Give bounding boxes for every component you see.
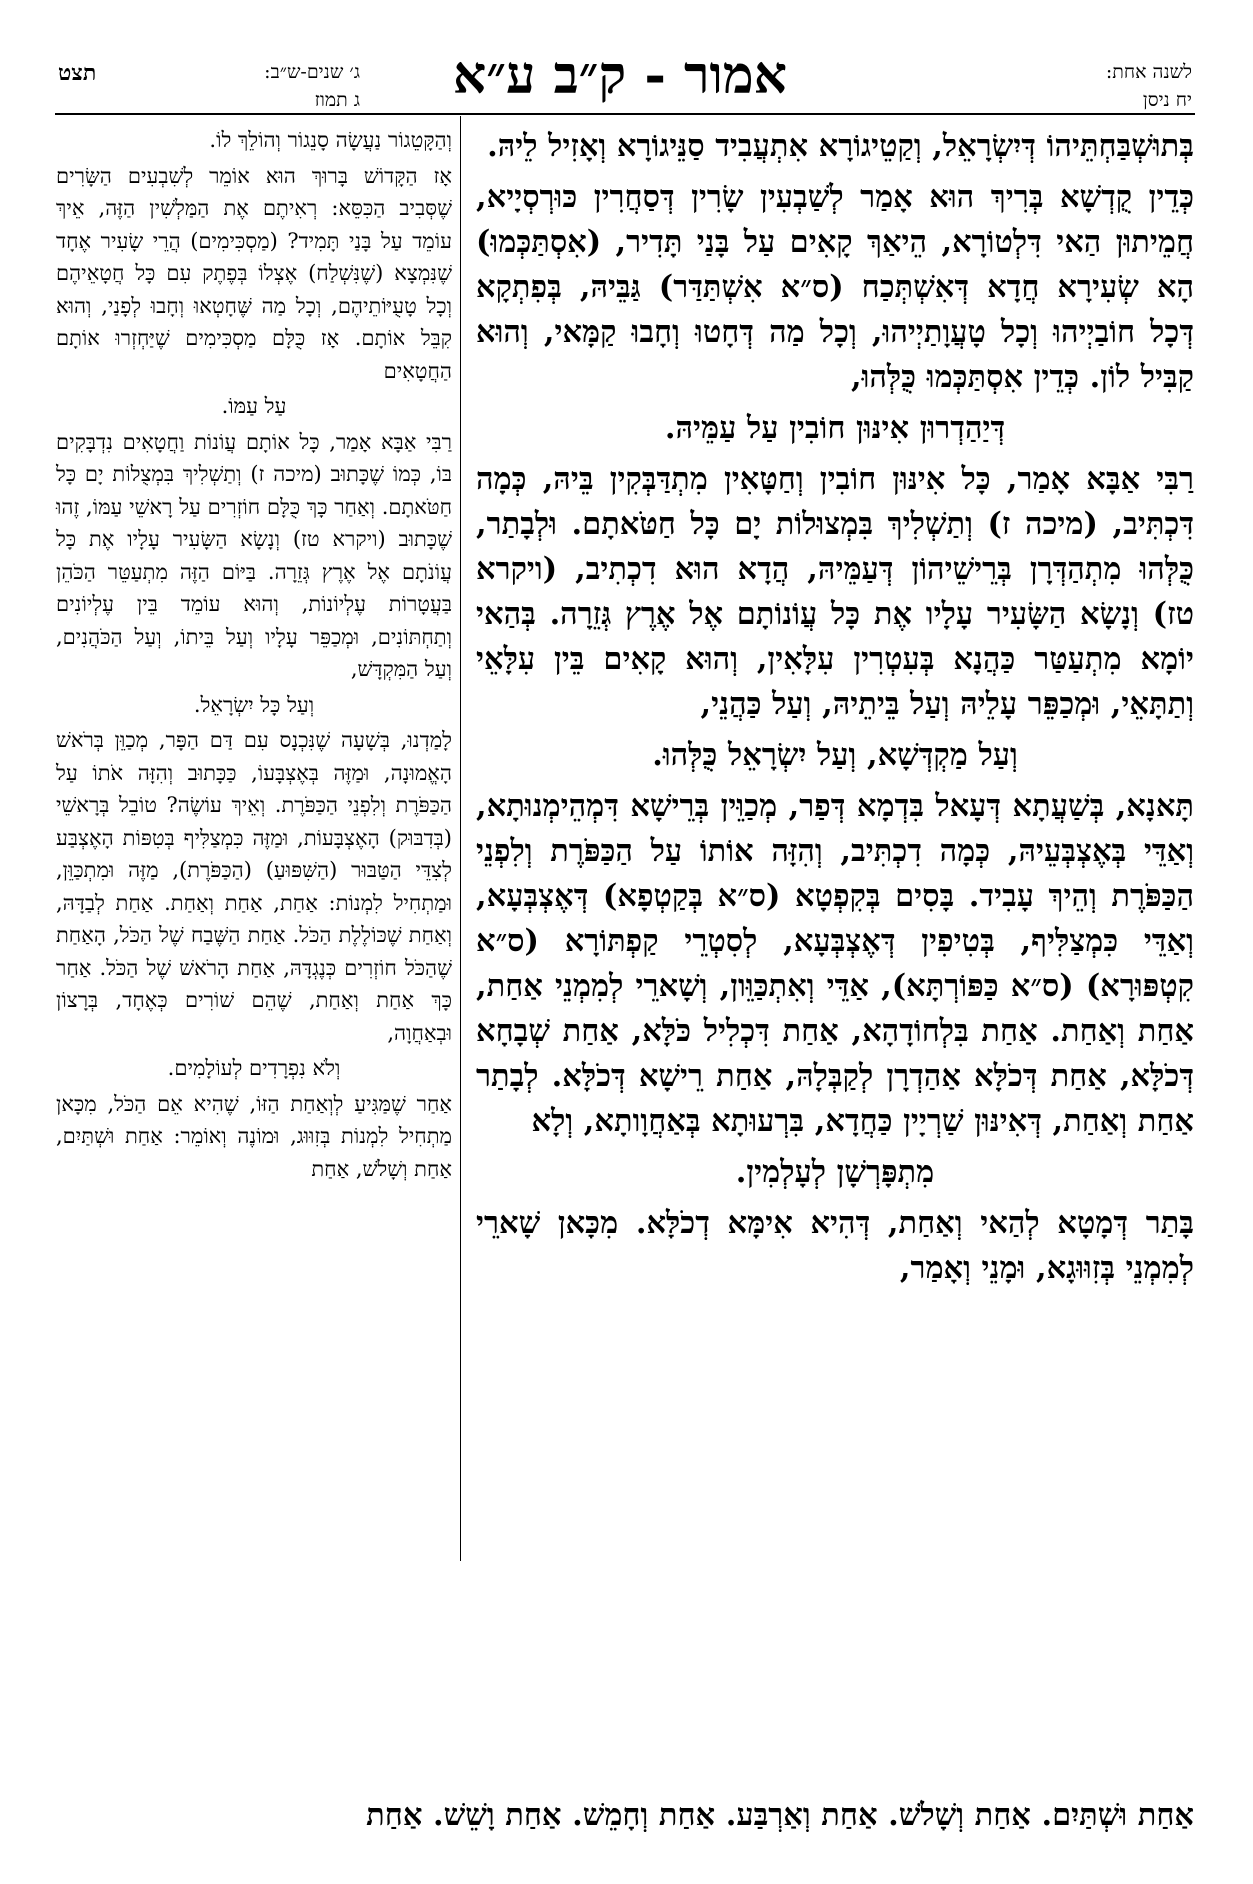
schedule-one-year-date: יח ניסן: [1142, 89, 1192, 111]
commentary-paragraph-2-end: עַל עַמּוֹ.: [221, 394, 287, 418]
commentary-column: [56, 124, 452, 1188]
page-number: תצט: [58, 60, 97, 86]
schedule-three-years-date: ג תמוז: [314, 89, 360, 111]
main-text-column: [476, 124, 1194, 1297]
main-paragraph-3: רַבִּי אַבָּא אָמַר, כָּל אִינּוּן חוֹבִין וְחַטָּאִין מִתְדַּבְּקִין בֵּיהּ, כְּמָה דִּכְתִּיב, (מיכה ז) וְתַשְׁלִיךְ בִּמְצוּלוֹת יָם כָּל חַטֹּאתָם. וּלְבָתַר, כֻּלְּהוּ מִתְהַדְּרָן בְּרֵישֵׁיהוֹן דְּעַמֵּיהּ, הֲדָא הוּא דִכְתִיב, (ויקרא טז) וְנָשָׂא הַשָּׂעִיר עָלָיו אֶת כָּל עֲוֹנוֹתָם אֶל אֶרֶץ גְּזֵרָה. בְּהַאי יוֹמָא מִתְעַטַּר כַּהֲנָא בְּעִטְרִין עִלָּאִין, וְהוּא קָאִים בֵּין עִלָּאֵי וְתַתָּאֵי, וּמְכַפֵּר עָלֵיהּ וְעַל בֵּיתֵיהּ, וְעַל כַּהֲנֵי,: [476, 461, 1194, 722]
commentary-paragraph-3-end: וְעַל כָּל יִשְׂרָאֵל.: [193, 692, 315, 717]
main-paragraph-5: בָּתַר דְּמָטָא לְהַאי וְאַחַת, דְּהִיא אִימָּא דְכֹלָּא. מִכָּאן שָׁארֵי לְמִמְנֵי בְּזִוּוּגָא, וּמָנֵי וְאָמַר,: [476, 1205, 1194, 1286]
main-paragraph-2: כְּדֵין קֻדְשָׁא בְּרִיךְ הוּא אָמַר לְשַׁבְעִין שָׂרִין דְּסַחֲרִין כּוּרְסְיָיא, חֲמֵיתוּן הַאי דִּלְטוֹרָא, הֵיאַךְ קָאִים עַל בָּנַי תָּדִיר, (אִסְתַּכְּמוּ) הָא שְׂעִירָא חֲדָא דְּאִשְׁתְּכַח (ס״א אִשְׁתַּדַּר) גַּבֵּיהּ, בְּפִתְקָא דְּכָל חוֹבַיְיהוּ וְכָל טָעֲוָתַיְיהוּ, וְכָל מַה דְּחָטוּ וְחָבוּ קַמָּאי, וְהוּא קַבִּיל לוֹן. כְּדֵין אִסְתַּכְּמוּ כֻּלְּהוּ,: [476, 179, 1194, 395]
main-paragraph-3-end: וְעַל מַקְדְּשָׁא, וְעַל יִשְׂרָאֵל כֻּלְּהוּ.: [652, 737, 1018, 773]
schedule-three-years: [150, 58, 360, 114]
main-paragraph-2-end: דְּיַהַדְרוּן אִינּוּן חוֹבִין עַל עַמֵּיהּ.: [664, 410, 1006, 446]
column-divider: [460, 116, 461, 1561]
bottom-main-line: אַחַת וּשְׁתַּיִם. אַחַת וְשָׁלֹשׁ. אַחַת וְאַרְבַּע. אַחַת וְחָמֵשׁ. אַחַת וָשֵׁשׁ. אַחַת: [366, 1797, 1194, 1833]
schedule-three-years-label: ג׳ שנים-ש״ב:: [264, 61, 360, 83]
commentary-paragraph-4: לָמַדְנוּ, בְּשָׁעָה שֶׁנִּכְנָס עִם דַּם הַפָּר, מְכַוֵּן בְּרֹאשׁ הָאֱמוּנָה, וּמַזֶּה בְּאֶצְבָּעוֹ, כַּכָּתוּב וְהִזָּה אֹתוֹ עַל הַכַּפֹּרֶת וְלִפְנֵי הַכַּפֹּרֶת. וְאֵיךְ עוֹשֶׂה? טוֹבֵל בְּרָאשֵׁי (בְּדִבּוּק) הָאֶצְבָּעוֹת, וּמַזֶּה כִּמְצַלִּיף בְּטִפּוֹת הָאֶצְבַּע לְצִדֵּי הַטַּבּוּר (הַשִּׁפּוּעַ) (הַכַּפֹּרֶת), מַזֶּה וּמִתְכַּוֵּן, וּמַתְחִיל לִמְנוֹת: אַחַת, אַחַת וְאַחַת. אַחַת לְבַדָּהּ, וְאַחַת שֶׁכּוֹלֶלֶת הַכֹּל. אַחַת הַשֶּׁבַח שֶׁל הַכֹּל, הָאַחַת שֶׁהַכֹּל חוֹזְרִים כְּנֶגְדָּהּ, אַחַת הָרֹאשׁ שֶׁל הַכֹּל. אַחַר כָּךְ אַחַת וְאַחַת, שֶׁהֵם שׁוֹרִים כְּאֶחָד, בְּרָצוֹן וּבְאַחֲוָה,: [56, 728, 452, 1045]
commentary-paragraph-3: רַבִּי אַבָּא אָמַר, כָּל אוֹתָם עֲוֹנוֹת וַחֲטָאִים נִדְבָּקִים בּוֹ, כְּמוֹ שֶׁכָּתוּב (מיכה ז) וְתַשְׁלִיךְ בִּמְצֻלוֹת יָם כָּל חַטֹּאתָם. וְאַחַר כָּךְ כֻּלָּם חוֹזְרִים עַל רָאשֵׁי עַמּוֹ, זֶהוּ שֶׁכָּתוּב (ויקרא טז) וְנָשָׂא הַשָּׂעִיר עָלָיו אֶת כָּל עֲוֹנֹתָם אֶל אֶרֶץ גְּזֵרָה. בַּיּוֹם הַזֶּה מִתְעַטֵּר הַכֹּהֵן בַּעֲטָרוֹת עֶלְיוֹנוֹת, וְהוּא עוֹמֵד בֵּין עֶלְיוֹנִים וְתַחְתּוֹנִים, וּמְכַפֵּר עָלָיו וְעַל בֵּיתוֹ, וְעַל הַכֹּהֲנִים, וְעַל הַמִּקְדָּשׁ,: [56, 429, 452, 681]
main-paragraph-1: בְּתוּשְׁבַּחְתֵּיהוֹ דְּיִשְׂרָאֵל, וְקַטֵיגוֹרָא אִתְעֲבִיד סַנֵּיגוֹרָא וְאָזִיל לֵיהּ.: [487, 128, 1194, 164]
schedule-one-year-label: לשנה אחת:: [1105, 61, 1192, 83]
main-paragraph-4: תָּאנָא, בְּשַׁעֲתָא דְּעָאל בִּדְמָא דְּפַר, מְכַוֵּין בְּרֵישָׁא דִּמְהֵימְנוּתָא, וְאַדֵּי בְּאֶצְבְּעֵיהּ, כְּמָה דִכְתִּיב, וְהִזָּה אוֹתוֹ עַל הַכַּפֹּרֶת וְלִפְנֵי הַכַּפֹּרֶת וְהֵיךְ עָבִיד. בָּסִים בְּקִפְטָא (ס״א בְּקַטְפָא) דְּאֶצְבְּעָא, וְאַדֵּי כִּמְצַלִּיף, בְּטִיפִין דְּאֶצְבְּעָא, לְסִטְרֵי קַפְתּוֹרָא (ס״א קִטְפּוּרָא) (ס״א כַּפּוֹרְתָּא), אַדֵּי וְאִתְכַּוֵּון, וְשָׁארֵי לְמִמְנֵי אַחַת, אַחַת וְאַחַת. אַחַת בִּלְחוֹדָהָא, אַחַת דִּכְלִיל כֹּלָּא, אַחַת שְׁבָחָא דְּכֹלָּא, אַחַת דְּכֹלָּא אַהַדְרָן לְקַבְּלָהּ, אַחַת רֵישָׁא דְּכֹלָּא. לְבָתַר אַחַת וְאַחַת, דְּאִינּוּן שַׁרְיָין כַּחֲדָא, בִּרְעוּתָא בְּאַחֲוָותָא, וְלָא: [476, 788, 1194, 1139]
header-divider: [55, 113, 1195, 115]
commentary-paragraph-5: אַחַר שֶׁמַּגִּיעַ לְוְאַחַת הַזּוֹ, שֶׁהִיא אֵם הַכֹּל, מִכָּאן מַתְחִיל לִמְנוֹת בְּזִוּוּג, וּמוֹנֶה וְאוֹמֵר: אַחַת וּשְׁתַּיִם, אַחַת וְשָׁלֹשׁ, אַחַת: [56, 1091, 452, 1181]
page-header: [0, 0, 1253, 110]
main-paragraph-4-end: מִתְפָּרְשָׁן לְעָלְמִין.: [735, 1154, 935, 1190]
commentary-paragraph-2: אָז הַקָּדוֹשׁ בָּרוּךְ הוּא אוֹמֵר לְשִׁבְעִים הַשָּׂרִים שֶׁסְּבִיב הַכִּסֵּא: רְאִיתֶם אֶת הַמַּלְשִׁין הַזֶּה, אֵיךְ עוֹמֵד עַל בָּנַי תָּמִיד? (מַסְכִּימִים) הֲרֵי שָׂעִיר אֶחָד שֶׁנִּמְצָא (שֶׁנִּשְׁלַח) אֶצְלוֹ בְּפֶתֶק עִם כָּל חֲטָאֵיהֶם וְכָל טָעֻיּוֹתֵיהֶם, וְכָל מַה שֶּׁחָטְאוּ וְחָבוּ לְפָנַי, וְהוּא קִבֵּל אוֹתָם. אָז כֻּלָּם מַסְכִּימִים שֶׁיַּחְזְרוּ אוֹתָם הַחֲטָאִים: [56, 163, 452, 383]
commentary-paragraph-4-end: וְלֹא נִפְרָדִים לְעוֹלָמִים.: [167, 1056, 341, 1080]
commentary-paragraph-1: וְהַקָּטֵגוֹר נַעֲשָׂה סָנֵגוֹר וְהוֹלֵךְ לוֹ.: [209, 128, 452, 152]
page-title: אמור - ק״ב ע״א: [452, 45, 788, 106]
schedule-one-year: [960, 58, 1192, 114]
